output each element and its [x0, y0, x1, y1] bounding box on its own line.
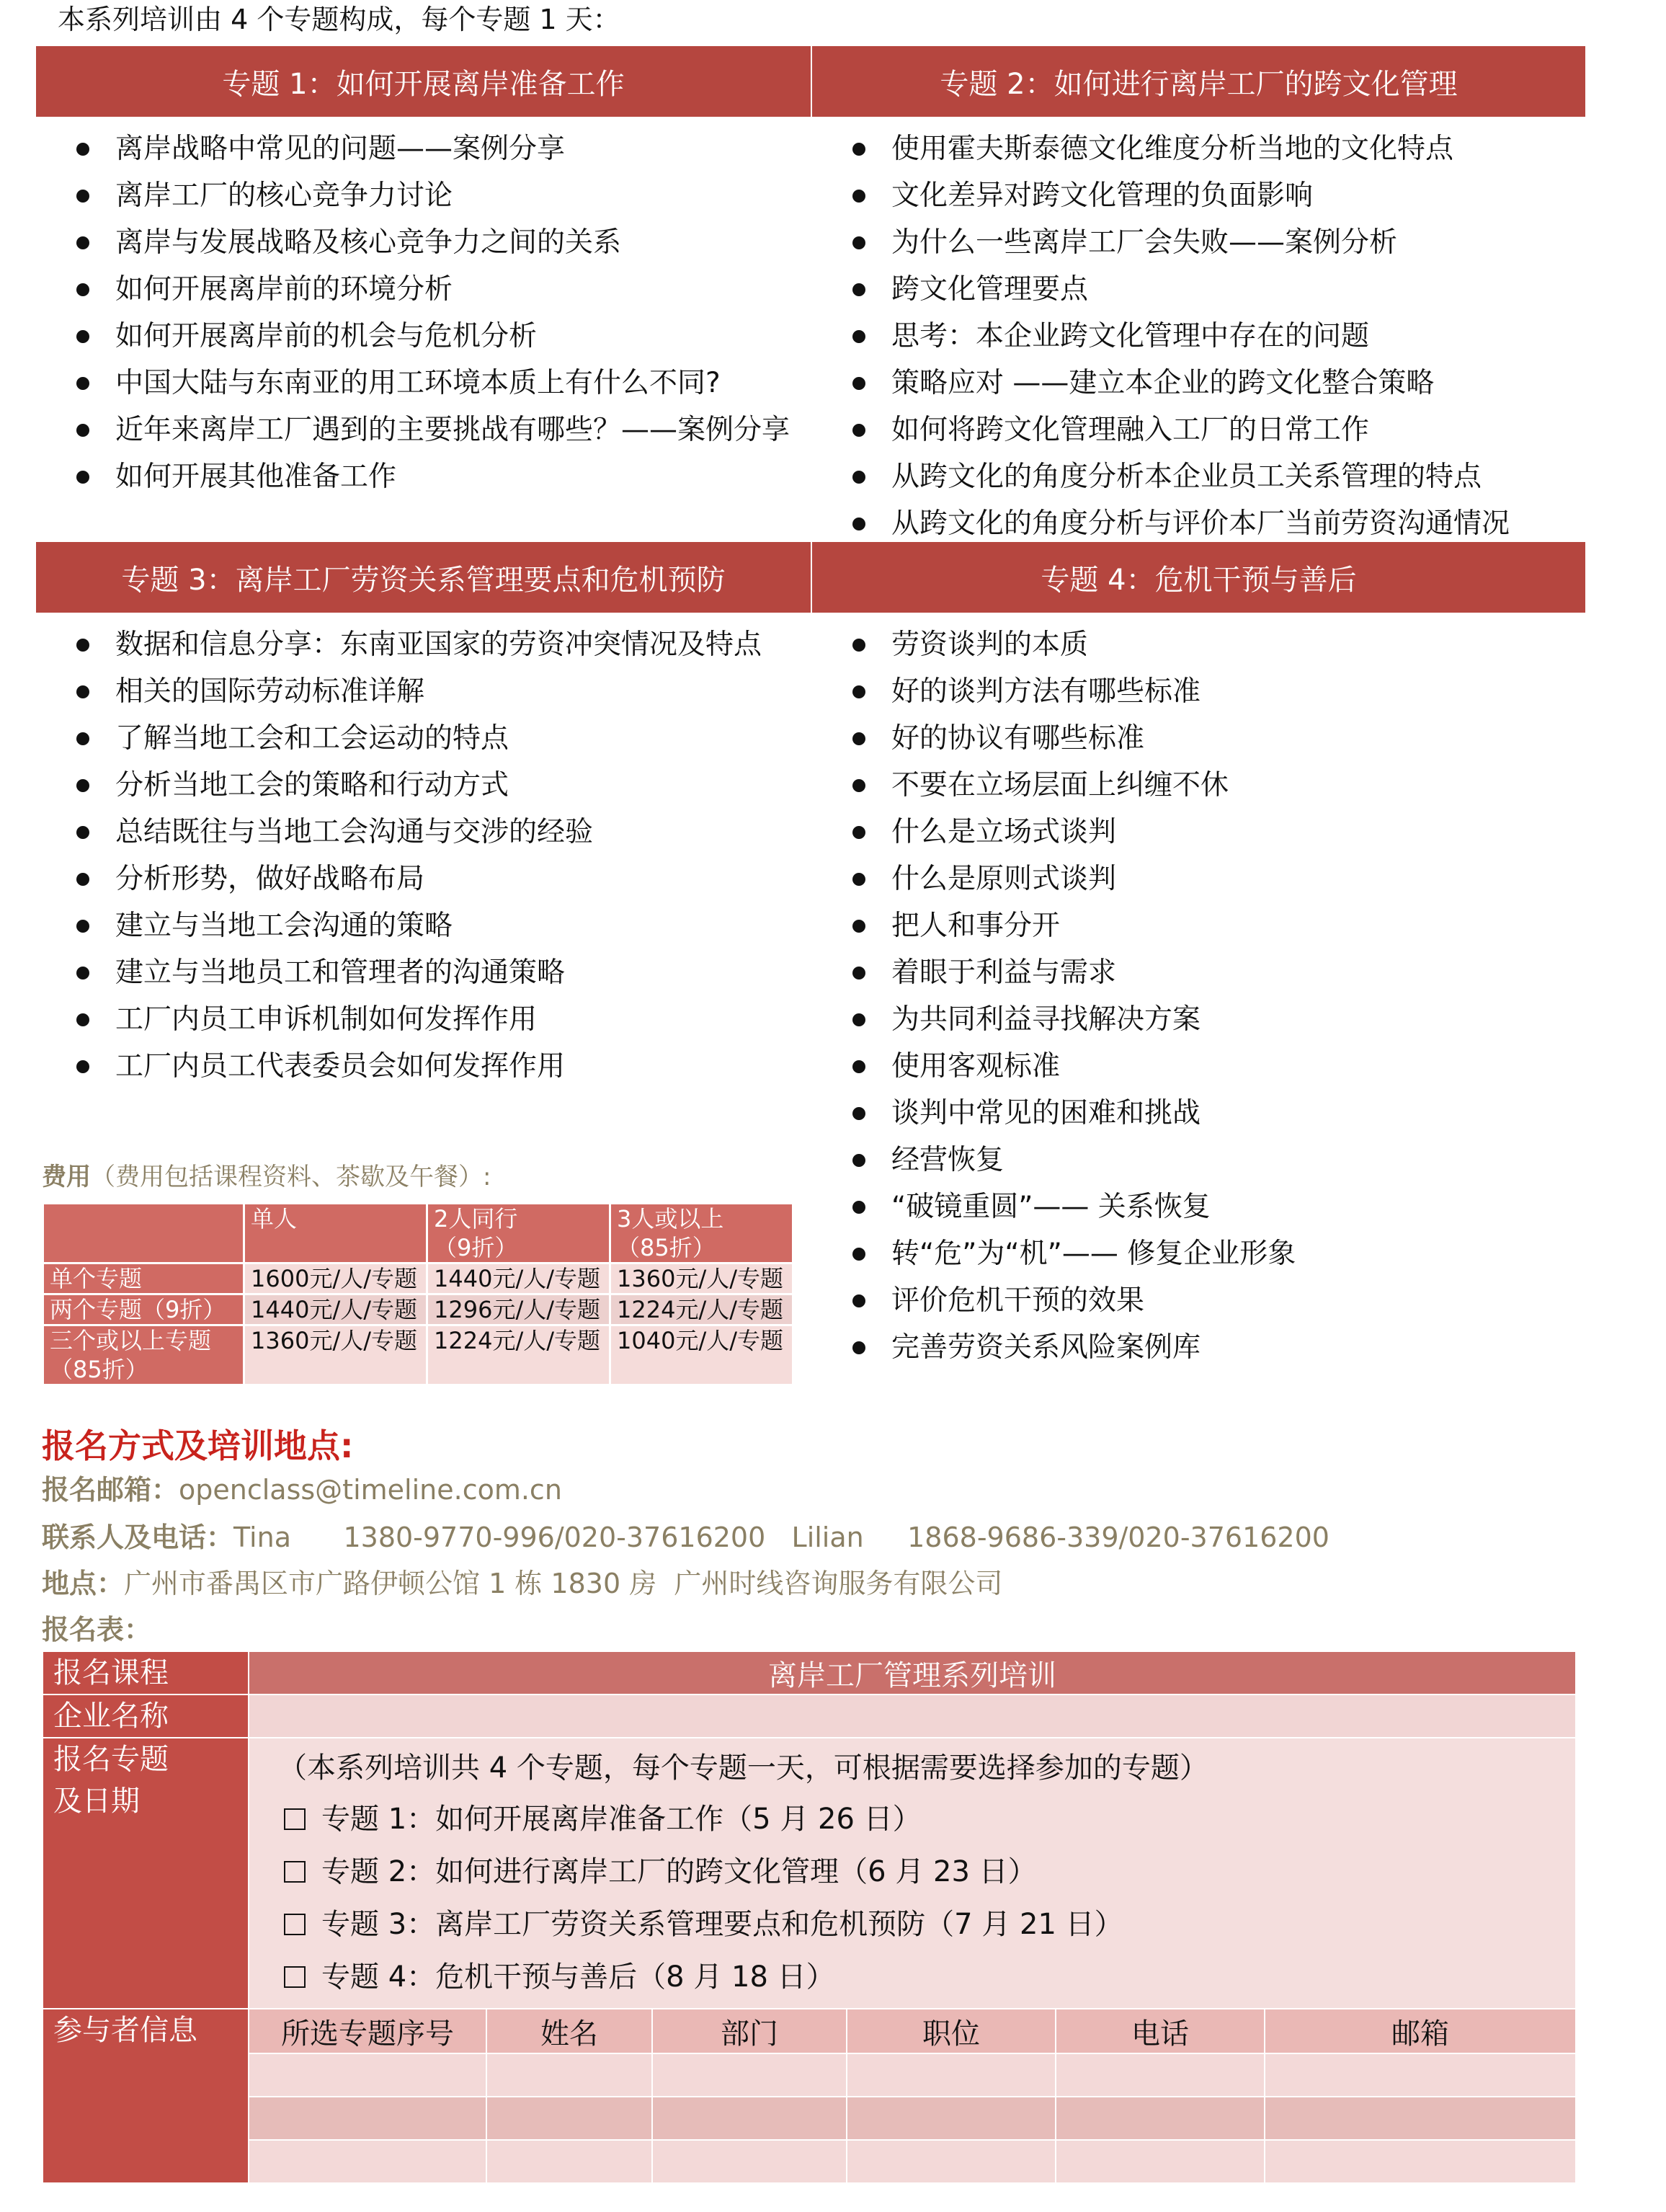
bullet-item: 着眼于利益与需求: [812, 949, 1585, 996]
topic-2-list: [812, 117, 1585, 547]
fee-cell: 1360元/人/专题: [244, 1325, 427, 1385]
registration-title: 报名方式及培训地点:: [42, 1426, 354, 1465]
bullet-item: 策略应对 ——建立本企业的跨文化整合策略: [812, 360, 1585, 407]
bullet-item: 近年来离岸工厂遇到的主要挑战有哪些？——案例分享: [36, 407, 811, 453]
bullet-item: 转“危”为“机”—— 修复企业形象: [812, 1230, 1585, 1277]
participant-row: [43, 2097, 1576, 2140]
bullet-item: 相关的国际劳动标准详解: [36, 668, 811, 715]
topic-option-label: 专题 1：如何开展离岸准备工作（5 月 26 日）: [321, 1803, 922, 1836]
bullet-item: 离岸工厂的核心竞争力讨论: [36, 172, 811, 219]
topics-note: （本系列培训共 4 个专题，每个专题一天，可根据需要选择参加的专题）: [278, 1751, 1208, 1785]
contact-value: Tina 1380-9770-996/020-37616200 Lilian 1868-9686-339/020-37616200: [233, 1522, 1329, 1553]
bullet-item: 如何将跨文化管理融入工厂的日常工作: [812, 407, 1585, 453]
email-link[interactable]: openclass@timeline.com.cn: [179, 1474, 562, 1506]
company-label: 企业名称: [43, 1694, 249, 1738]
participant-cell[interactable]: [249, 2053, 486, 2097]
email-line: [42, 1467, 562, 1507]
contact-label: 联系人及电话：: [42, 1522, 234, 1553]
fee-header-row: [43, 1204, 793, 1263]
topic-1: [36, 46, 811, 542]
participant-cell[interactable]: [652, 2053, 847, 2097]
contact-line: [42, 1515, 1329, 1555]
fee-row: [43, 1325, 793, 1385]
bullet-item: “破镜重圆”—— 关系恢复: [812, 1183, 1585, 1230]
participant-cell[interactable]: [652, 2140, 847, 2183]
form-label: 报名表：: [42, 1614, 152, 1645]
bullet-item: 离岸与发展战略及核心竞争力之间的关系: [36, 219, 811, 266]
fee-header-cell: 2人同行 （9折）: [427, 1204, 610, 1263]
participant-cell[interactable]: [249, 2140, 486, 2183]
column-phone: 电话: [1056, 2009, 1265, 2053]
checkbox-icon[interactable]: [284, 1966, 306, 1988]
address-line: [42, 1561, 1002, 1601]
participant-header-row: [43, 2009, 1576, 2053]
fee-cell: 1040元/人/专题: [610, 1325, 793, 1385]
topic-row-1: [36, 46, 1585, 542]
participant-row: [43, 2053, 1576, 2097]
bullet-item: 如何开展离岸前的机会与危机分析: [36, 313, 811, 360]
bullet-item: 工厂内员工代表委员会如何发挥作用: [36, 1043, 811, 1090]
bullet-item: 使用客观标准: [812, 1043, 1585, 1090]
topic-2: [811, 46, 1585, 542]
bullet-item: 数据和信息分享：东南亚国家的劳资冲突情况及特点: [36, 621, 811, 668]
fee-cell: 1440元/人/专题: [244, 1294, 427, 1325]
bullet-item: 评价危机干预的效果: [812, 1277, 1585, 1324]
email-label: 报名邮箱：: [42, 1474, 179, 1506]
participant-cell[interactable]: [847, 2053, 1056, 2097]
participant-cell[interactable]: [1265, 2140, 1576, 2183]
bullet-item: 建立与当地员工和管理者的沟通策略: [36, 949, 811, 996]
bullet-item: 使用霍夫斯泰德文化维度分析当地的文化特点: [812, 125, 1585, 172]
fee-cell: 1296元/人/专题: [427, 1294, 610, 1325]
checkbox-icon[interactable]: [284, 1914, 306, 1935]
bullet-item: 什么是原则式谈判: [812, 856, 1585, 902]
participant-cell[interactable]: [1056, 2140, 1265, 2183]
bullet-item: 思考：本企业跨文化管理中存在的问题: [812, 313, 1585, 360]
column-position: 职位: [847, 2009, 1056, 2053]
topic-option-label: 专题 4：危机干预与善后（8 月 18 日）: [321, 1960, 835, 1994]
fee-cell: 1360元/人/专题: [610, 1263, 793, 1294]
column-name: 姓名: [486, 2009, 652, 2053]
fee-cell: 1600元/人/专题: [244, 1263, 427, 1294]
participant-cell[interactable]: [486, 2140, 652, 2183]
topic-2-title: 专题 2：如何进行离岸工厂的跨文化管理: [812, 46, 1585, 117]
fee-table: [42, 1202, 794, 1386]
participant-cell[interactable]: [1265, 2053, 1576, 2097]
column-department: 部门: [652, 2009, 847, 2053]
topic-4-title: 专题 4：危机干预与善后: [812, 542, 1585, 613]
topic-option-label: 专题 2：如何进行离岸工厂的跨文化管理（6 月 23 日）: [321, 1855, 1037, 1888]
participant-cell[interactable]: [847, 2140, 1056, 2183]
topics-label: 报名专题 及日期: [43, 1738, 249, 2009]
topic-option-4[interactable]: [278, 1951, 1561, 2004]
bullet-item: 劳资谈判的本质: [812, 621, 1585, 668]
address-label: 地点：: [42, 1568, 125, 1599]
topic-3-title: 专题 3：离岸工厂劳资关系管理要点和危机预防: [36, 542, 811, 613]
bullet-item: 经营恢复: [812, 1137, 1585, 1183]
address-value: 广州市番禺区市广路伊顿公馆 1 栋 1830 房 广州时线咨询服务有限公司: [124, 1568, 1003, 1599]
course-value: 离岸工厂管理系列培训: [249, 1651, 1576, 1694]
registration-form: [42, 1651, 1577, 2184]
participant-cell[interactable]: [486, 2097, 652, 2140]
bullet-item: 完善劳资关系风险案例库: [812, 1324, 1585, 1371]
bullet-item: 为共同利益寻找解决方案: [812, 996, 1585, 1043]
course-label: 报名课程: [43, 1651, 249, 1694]
bullet-item: 把人和事分开: [812, 902, 1585, 949]
checkbox-icon[interactable]: [284, 1861, 306, 1883]
topic-option-2[interactable]: [278, 1846, 1561, 1898]
fee-title: [42, 1157, 491, 1192]
topic-4: [811, 542, 1585, 1371]
bullet-item: 什么是立场式谈判: [812, 809, 1585, 856]
bullet-item: 分析当地工会的策略和行动方式: [36, 762, 811, 809]
intro-text: 本系列培训由 4 个专题构成，每个专题 1 天：: [58, 4, 620, 35]
fee-cell: 1224元/人/专题: [427, 1325, 610, 1385]
topic-3-list: [36, 613, 811, 1090]
bullet-item: 跨文化管理要点: [812, 266, 1585, 313]
participant-cell[interactable]: [486, 2053, 652, 2097]
participant-cell[interactable]: [1265, 2097, 1576, 2140]
bullet-item: 好的协议有哪些标准: [812, 715, 1585, 762]
bullet-item: 如何开展离岸前的环境分析: [36, 266, 811, 313]
checkbox-icon[interactable]: [284, 1808, 306, 1830]
bullet-item: 如何开展其他准备工作: [36, 453, 811, 500]
course-row: [43, 1651, 1576, 1694]
topic-4-list: [812, 613, 1585, 1371]
participant-cell[interactable]: [652, 2097, 847, 2140]
topics-options: [249, 1738, 1576, 2009]
participant-cell[interactable]: [847, 2097, 1056, 2140]
bullet-item: 中国大陆与东南亚的用工环境本质上有什么不同?: [36, 360, 811, 407]
column-email: 邮箱: [1265, 2009, 1576, 2053]
topic-option-1[interactable]: [278, 1793, 1561, 1846]
bullet-item: 了解当地工会和工会运动的特点: [36, 715, 811, 762]
fee-note: （费用包括课程资料、茶歇及午餐）:: [91, 1163, 491, 1191]
bullet-item: 工厂内员工申诉机制如何发挥作用: [36, 996, 811, 1043]
company-row: [43, 1694, 1576, 1738]
bullet-item: 离岸战略中常见的问题——案例分享: [36, 125, 811, 172]
bullet-item: 不要在立场层面上纠缠不休: [812, 762, 1585, 809]
bullet-item: 从跨文化的角度分析本企业员工关系管理的特点: [812, 453, 1585, 500]
topic-1-title: 专题 1：如何开展离岸准备工作: [36, 46, 811, 117]
fee-header-cell: 3人或以上 （85折）: [610, 1204, 793, 1263]
participant-cell[interactable]: [1056, 2053, 1265, 2097]
bullet-item: 建立与当地工会沟通的策略: [36, 902, 811, 949]
participant-cell[interactable]: [1056, 2097, 1265, 2140]
fee-label: 费用: [42, 1163, 91, 1191]
fee-cell: 1440元/人/专题: [427, 1263, 610, 1294]
participant-cell[interactable]: [249, 2097, 486, 2140]
column-topic-no: 所选专题序号: [249, 2009, 486, 2053]
topic-option-label: 专题 3：离岸工厂劳资关系管理要点和危机预防（7 月 21 日）: [321, 1908, 1123, 1941]
fee-row: [43, 1294, 793, 1325]
participant-row: [43, 2140, 1576, 2183]
bullet-item: 谈判中常见的困难和挑战: [812, 1090, 1585, 1137]
bullet-item: 文化差异对跨文化管理的负面影响: [812, 172, 1585, 219]
form-label-line: [42, 1607, 151, 1647]
fee-row-label: 三个或以上专题（85折）: [43, 1325, 244, 1385]
fee-header-cell: 单人: [244, 1204, 427, 1263]
fee-cell: 1224元/人/专题: [610, 1294, 793, 1325]
participant-label: 参与者信息: [43, 2009, 249, 2183]
bullet-item: 从跨文化的角度分析与评价本厂当前劳资沟通情况: [812, 500, 1585, 547]
fee-header-cell: [43, 1204, 244, 1263]
bullet-item: 好的谈判方法有哪些标准: [812, 668, 1585, 715]
topic-option-3[interactable]: [278, 1898, 1561, 1951]
company-input[interactable]: [249, 1694, 1576, 1738]
fee-row-label: 单个专题: [43, 1263, 244, 1294]
bullet-item: 总结既往与当地工会沟通与交涉的经验: [36, 809, 811, 856]
topics-row: [43, 1738, 1576, 2009]
fee-row: [43, 1263, 793, 1294]
bullet-item: 分析形势，做好战略布局: [36, 856, 811, 902]
topic-1-list: [36, 117, 811, 500]
bullet-item: 为什么一些离岸工厂会失败——案例分析: [812, 219, 1585, 266]
fee-row-label: 两个专题（9折）: [43, 1294, 244, 1325]
